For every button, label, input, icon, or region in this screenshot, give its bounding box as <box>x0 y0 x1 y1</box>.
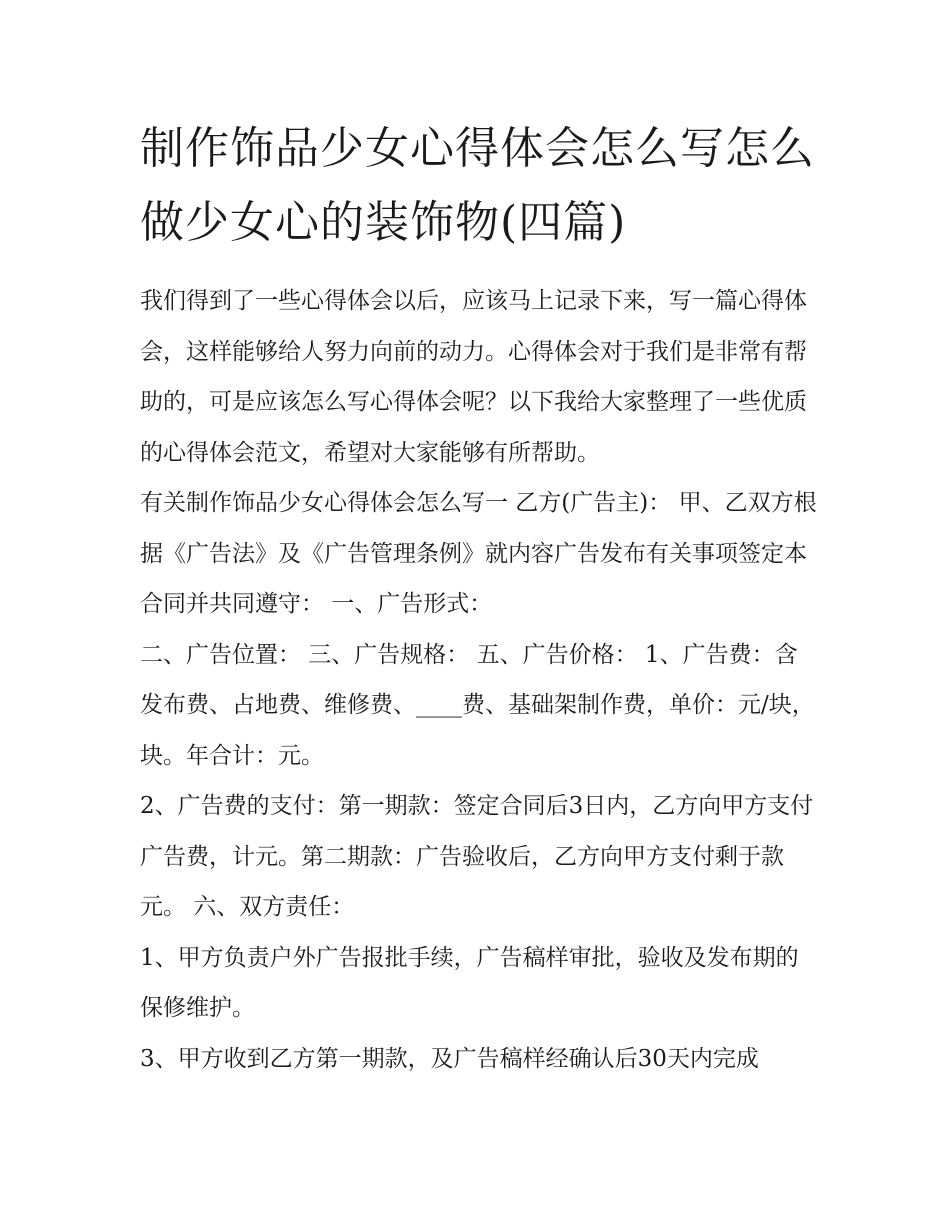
document-title: 制作饰品少女心得体会怎么写怎么做少女心的装饰物(四篇) <box>140 123 815 248</box>
ad-position-price-paragraph: 二、广告位置： 三、广告规格： 五、广告价格： 1、广告费：含发布费、占地费、维修费、____费、基础架制作费，单价：元/块，块。年合计：元。 <box>140 641 815 769</box>
intro-paragraph: 我们得到了一些心得体会以后，应该马上记录下来，写一篇心得体会，这样能够给人努力向前的动力。心得体会对于我们是非常有帮助的，可是应该怎么写心得体会呢？以下我给大家整理了一些优质的心得体会范文，希望对大家能够有所帮助。 <box>140 288 807 466</box>
contract-preamble-paragraph: 有关制作饰品少女心得体会怎么写一 乙方(广告主)： 甲、乙双方根据《广告法》及《广告管理条例》就内容广告发布有关事项签定本合同并共同遵守： 一、广告形式： <box>140 490 817 617</box>
document-body <box>140 112 820 1084</box>
payment-paragraph: 2、广告费的支付：第一期款：签定合同后3日内，乙方向甲方支付广告费，计元。第二期款：广告验收后，乙方向甲方支付剩于款元。 六、双方责任： <box>140 793 814 920</box>
party-a-duty-1-paragraph: 1、甲方负责户外广告报批手续，广告稿样审批，验收及发布期的保修维护。 <box>140 944 799 1021</box>
party-a-duty-3-paragraph: 3、甲方收到乙方第一期款，及广告稿样经确认后30天内完成 <box>140 1045 759 1072</box>
